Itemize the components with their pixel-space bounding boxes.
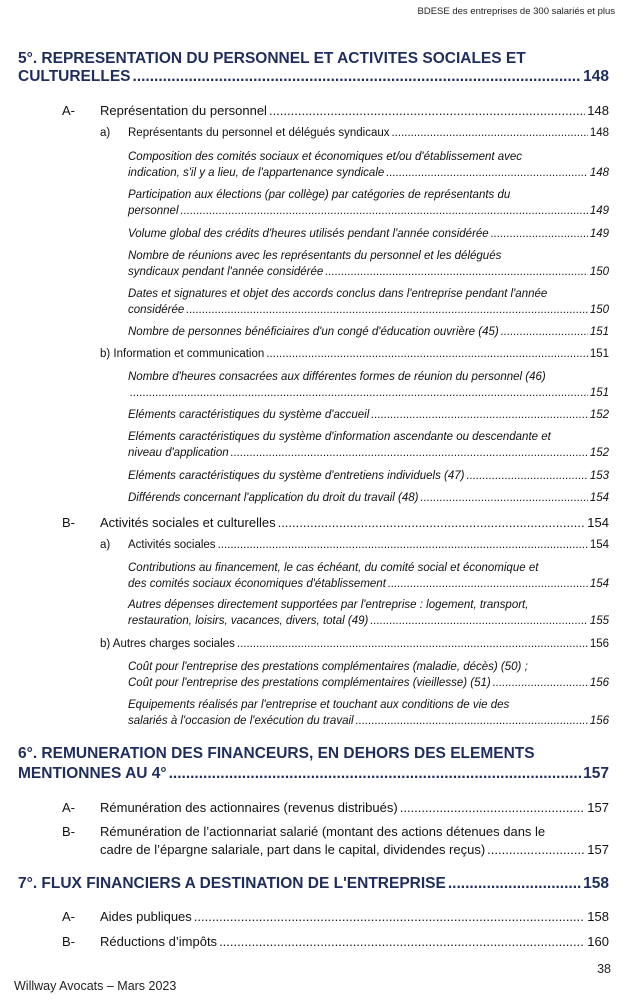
page-number: 153 [589, 470, 609, 482]
toc-item[interactable] [128, 266, 609, 278]
toc-title: Rémunération des actionnaires (revenus distribués) [100, 800, 398, 815]
dot-leader [421, 492, 588, 504]
toc-item-line1: Participation aux élections (par collège) par catégories de représentants du [128, 189, 511, 201]
toc-title: considérée [128, 304, 185, 316]
toc-title: Aides publiques [100, 909, 192, 924]
dot-leader [371, 409, 588, 421]
toc-item[interactable] [128, 326, 609, 338]
toc-label: A- [62, 800, 75, 815]
dot-leader [169, 765, 582, 783]
dot-leader [278, 515, 586, 530]
toc-item[interactable] [128, 447, 609, 459]
toc-title: Réductions d’impôts [100, 934, 218, 949]
toc-item[interactable] [128, 167, 609, 179]
dot-leader [391, 127, 587, 139]
toc-label: A- [62, 909, 75, 924]
page-number-footer: 38 [597, 962, 611, 976]
toc-item-line1: Eléments caractéristiques du système d'information ascendante ou descendante et [128, 431, 551, 443]
page-number: 157 [587, 800, 609, 815]
toc-item-line1: Contributions au financement, le cas échéant, du comité social et économique et [128, 562, 539, 574]
toc-item-line1: Composition des comités sociaux et économiques et/ou d'établissement avec [128, 151, 523, 163]
dot-leader [356, 715, 588, 727]
page-number: 148 [589, 127, 609, 139]
toc-item-line1: Autres dépenses directement supportées par l'entreprise : logement, transport, [128, 599, 529, 611]
page-number: 151 [589, 387, 609, 399]
page-number: 154 [587, 515, 609, 530]
dot-leader [386, 167, 588, 179]
footer-text: Willway Avocats – Mars 2023 [14, 979, 177, 993]
page-number: 157 [587, 842, 609, 857]
page-number: 152 [589, 447, 609, 459]
toc-entry-7-A[interactable] [100, 909, 609, 924]
toc-item-line1: Nombre de réunions avec les représentants du personnel et les délégués [128, 250, 502, 262]
dot-leader [370, 615, 587, 627]
section-6-title-line2: MENTIONNES AU 4° [18, 765, 167, 782]
toc-title: Eléments caractéristiques du système d'accueil [128, 409, 370, 421]
toc-item[interactable] [128, 715, 609, 727]
toc-item[interactable] [128, 470, 609, 482]
toc-item[interactable] [128, 205, 609, 217]
page-number: 157 [583, 765, 609, 782]
page-number: 149 [589, 205, 609, 217]
dot-leader [448, 875, 581, 893]
toc-title: Activités sociales et culturelles [100, 515, 276, 530]
toc-entry-6-B-line1: Rémunération de l’actionnariat salarié (montant des actions détenues dans le [100, 824, 546, 839]
toc-item[interactable] [128, 615, 609, 627]
toc-title: niveau d'application [128, 447, 229, 459]
toc-title: des comités sociaux économiques d'établissement [128, 578, 386, 590]
toc-entry-6-B[interactable] [100, 842, 609, 857]
dot-leader [487, 842, 585, 857]
toc-label: B- [62, 934, 75, 949]
toc-entry-5-A-b[interactable] [100, 348, 609, 360]
toc-title: Activités sociales [128, 539, 216, 551]
toc-title: Représentants du personnel et délégués syndicaux [128, 127, 390, 139]
toc-label: B- [62, 515, 75, 530]
toc-entry-7-B[interactable] [100, 934, 609, 949]
toc-item[interactable] [128, 304, 609, 316]
toc-title: b) Information et communication [100, 348, 265, 360]
dot-leader [400, 800, 586, 815]
toc-title: cadre de l’épargne salariale, part dans le capital, dividendes reçus) [100, 842, 486, 857]
section-5-title-line2: CULTURELLES [18, 68, 131, 85]
dot-leader [219, 934, 585, 949]
page-number: 155 [589, 615, 609, 627]
toc-entry-5-B[interactable] [100, 515, 609, 530]
toc-title: salariés à l'occasion de l'exécution du travail [128, 715, 354, 727]
page-number: 151 [589, 326, 609, 338]
page-number: 148 [583, 68, 609, 85]
dot-leader [133, 68, 582, 86]
toc-title: Différends concernant l'application du droit du travail (48) [128, 492, 419, 504]
toc-title: Eléments caractéristiques du système d'entretiens individuels (47) [128, 470, 465, 482]
dot-leader [186, 304, 588, 316]
toc-item[interactable] [128, 228, 609, 240]
page-number: 148 [587, 103, 609, 118]
section-6-title-line1: 6°. REMUNERATION DES FINANCEURS, EN DEHORS DES ELEMENTS [18, 745, 535, 762]
toc-item-line1: Nombre d'heures consacrées aux différentes formes de réunion du personnel (46) [128, 371, 546, 383]
page-number: 150 [589, 304, 609, 316]
dot-leader [493, 677, 588, 689]
page-number: 151 [589, 348, 609, 360]
toc-entry-6-A[interactable] [100, 800, 609, 815]
toc-entry-5-A-a[interactable] [128, 127, 609, 139]
page-number: 156 [589, 715, 609, 727]
page-number: 160 [587, 934, 609, 949]
dot-leader [388, 578, 588, 590]
toc-item-line1: Equipements réalisés par l'entreprise et touchant aux conditions de vie des [128, 699, 510, 711]
dot-leader [237, 638, 588, 650]
toc-item-line1: Coût pour l'entreprise des prestations complémentaires (maladie, décès) (50) ; [128, 661, 528, 673]
toc-title: restauration, loisirs, vacances, divers, total (49) [128, 615, 369, 627]
page-number: 149 [589, 228, 609, 240]
toc-title: Coût pour l'entreprise des prestations complémentaires (vieillesse) (51) [128, 677, 491, 689]
toc-title: Nombre de personnes bénéficiaires d'un congé d'éducation ouvrière (45) [128, 326, 499, 338]
toc-entry-section-5[interactable] [18, 68, 609, 86]
dot-leader [266, 348, 588, 360]
toc-title: indication, s'il y a lieu, de l'appartenance syndicale [128, 167, 385, 179]
dot-leader [269, 103, 585, 118]
dot-leader [467, 470, 588, 482]
toc-entry-section-7[interactable] [18, 875, 609, 893]
dot-leader [501, 326, 588, 338]
toc-title: Représentation du personnel [100, 103, 267, 118]
dot-leader [231, 447, 588, 459]
dot-leader [181, 205, 588, 217]
page-header: BDESE des entreprises de 300 salariés et plus [417, 6, 615, 17]
toc-title: personnel [128, 205, 179, 217]
toc-label: A- [62, 103, 75, 118]
toc-item[interactable] [128, 409, 609, 421]
page-number: 154 [589, 578, 609, 590]
toc-entry-section-6[interactable] [18, 765, 609, 783]
page-number: 154 [589, 539, 609, 551]
toc-entry-5-A[interactable] [100, 103, 609, 118]
toc-entry-5-B-a[interactable] [128, 539, 609, 551]
toc-item[interactable] [128, 578, 609, 590]
page-number: 156 [589, 677, 609, 689]
toc-item-line1: Dates et signatures et objet des accords conclus dans l'entreprise pendant l'année [128, 288, 548, 300]
section-7-title: 7°. FLUX FINANCIERS A DESTINATION DE L'ENTREPRISE [18, 875, 446, 892]
toc-title: syndicaux pendant l'année considérée [128, 266, 324, 278]
dot-leader [491, 228, 588, 240]
dot-leader [325, 266, 588, 278]
dot-leader [218, 539, 588, 551]
page-number: 158 [587, 909, 609, 924]
page-number: 154 [589, 492, 609, 504]
toc-item[interactable] [128, 492, 609, 504]
page-number: 158 [583, 875, 609, 892]
toc-label: B- [62, 824, 75, 839]
section-5-title-line1: 5°. REPRESENTATION DU PERSONNEL ET ACTIVITES SOCIALES ET [18, 50, 526, 67]
toc-label: a) [100, 127, 111, 139]
page-number: 148 [589, 167, 609, 179]
dot-leader [194, 909, 586, 924]
toc-entry-5-B-b[interactable] [100, 638, 609, 650]
toc-title: Volume global des crédits d'heures utilisés pendant l'année considérée [128, 228, 489, 240]
toc-label: a) [100, 539, 111, 551]
toc-item[interactable] [128, 677, 609, 689]
toc-title: b) Autres charges sociales [100, 638, 235, 650]
page-number: 150 [589, 266, 609, 278]
dot-leader [130, 387, 588, 399]
page-number: 156 [589, 638, 609, 650]
page-number: 152 [589, 409, 609, 421]
toc-item[interactable] [128, 387, 609, 399]
